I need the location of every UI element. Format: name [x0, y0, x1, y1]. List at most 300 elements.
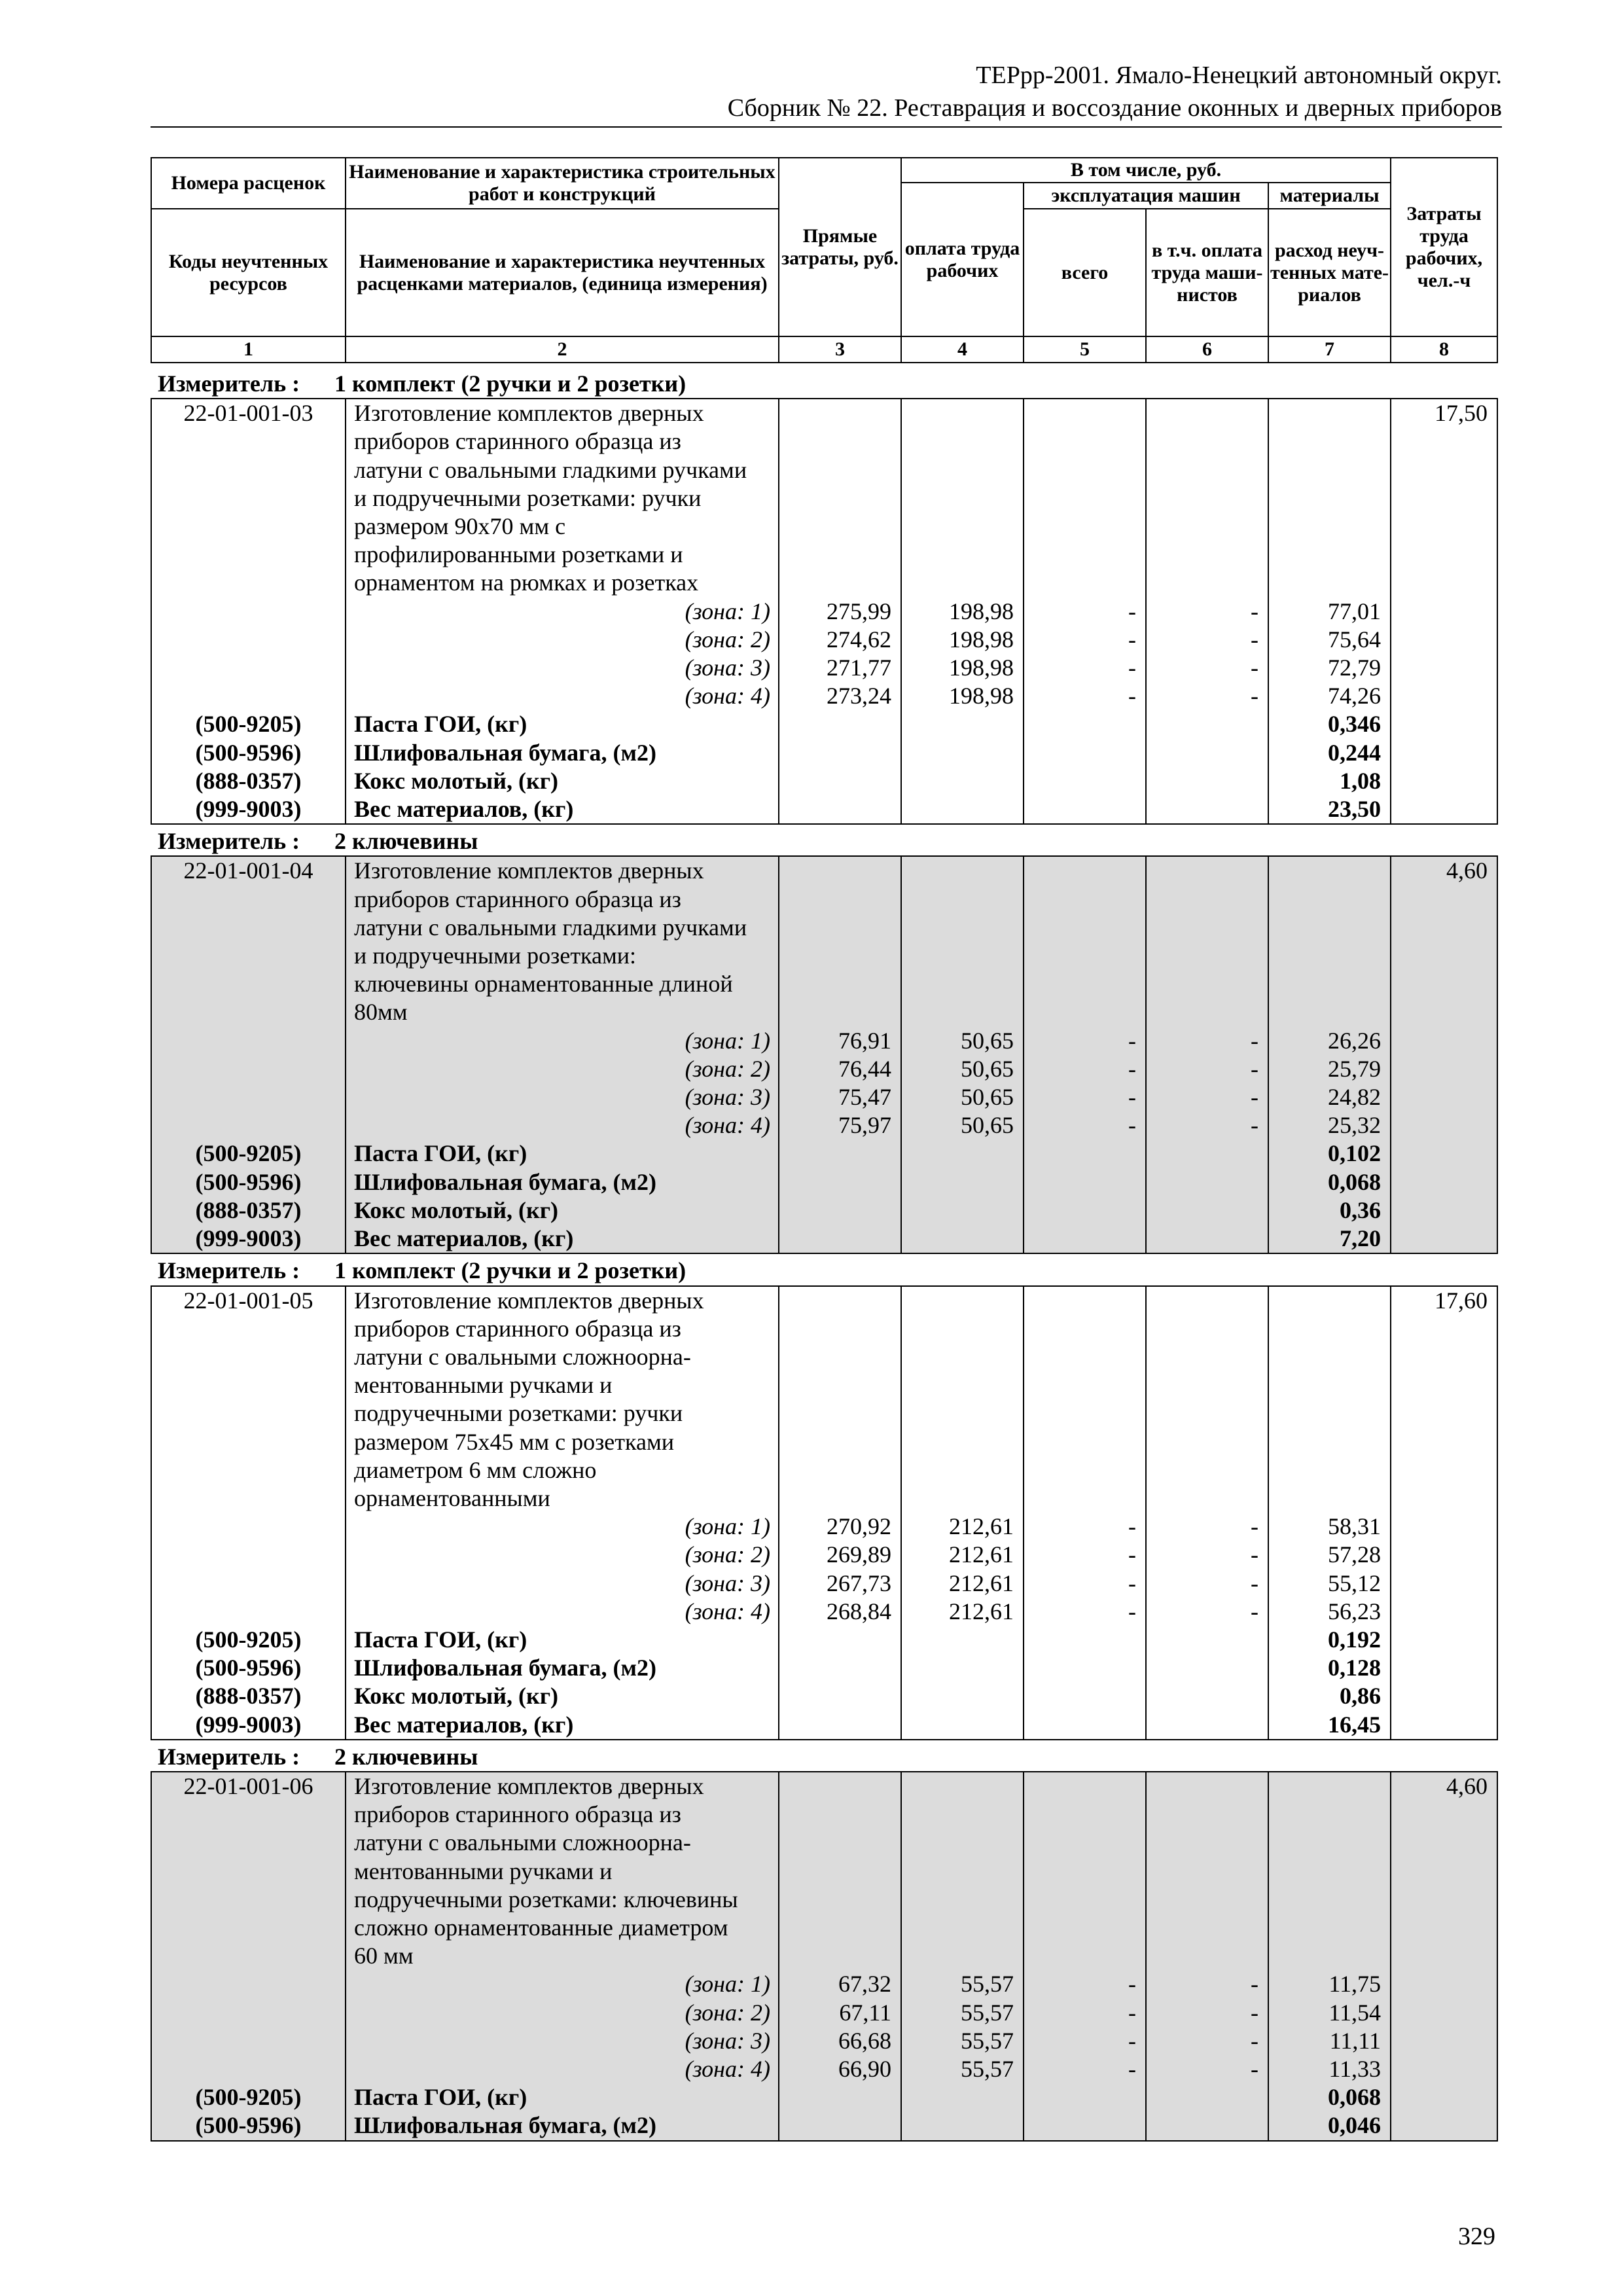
empty-cell — [1024, 1484, 1146, 1513]
measure-row — [151, 1253, 1497, 1285]
empty-cell — [1024, 970, 1146, 998]
materials-cost: 74,26 — [1268, 682, 1391, 710]
empty-cell — [901, 1886, 1024, 1914]
empty-cell — [151, 682, 346, 710]
resource-name: Вес материалов, (кг) — [346, 1225, 779, 1253]
resource-quantity: 0,86 — [1268, 1682, 1391, 1710]
col-header-zatraty: Затраты труда рабочих, чел.-ч — [1391, 158, 1497, 336]
empty-cell — [151, 1999, 346, 2027]
materials-cost: 25,32 — [1268, 1111, 1391, 1139]
machine-cost: - — [1024, 2055, 1146, 2083]
empty-cell — [779, 1801, 901, 1829]
rate-description-line: латуни с овальными сложноорна- — [346, 1343, 779, 1371]
empty-cell — [1268, 1886, 1391, 1914]
empty-cell — [1146, 1139, 1268, 1168]
resource-quantity: 0,244 — [1268, 739, 1391, 767]
empty-cell — [779, 1484, 901, 1513]
rate-description-line: Изготовление комплектов дверных — [346, 856, 779, 885]
empty-cell — [1024, 2083, 1146, 2111]
empty-cell — [1146, 456, 1268, 484]
empty-cell — [779, 1914, 901, 1942]
empty-cell — [779, 856, 901, 885]
empty-cell — [1268, 970, 1391, 998]
rate-description-line: орнаментом на рюмках и розетках — [346, 569, 779, 597]
resource-code: (500-9596) — [151, 2111, 346, 2140]
empty-cell — [1268, 1428, 1391, 1456]
empty-cell — [1268, 569, 1391, 597]
empty-cell — [779, 456, 901, 484]
direct-cost: 269,89 — [779, 1541, 901, 1569]
empty-cell — [1391, 1570, 1497, 1598]
resource-code: (999-9003) — [151, 795, 346, 824]
materials-cost: 77,01 — [1268, 598, 1391, 626]
empty-cell — [1146, 739, 1268, 767]
empty-cell — [1146, 1371, 1268, 1399]
col-header-oplata: оплата труда рабочих — [901, 183, 1024, 336]
rate-description-row — [151, 856, 1497, 885]
empty-cell — [779, 970, 901, 998]
empty-cell — [1024, 1428, 1146, 1456]
empty-cell — [901, 512, 1024, 541]
resource-quantity: 7,20 — [1268, 1225, 1391, 1253]
zone-label: (зона: 3) — [346, 1570, 779, 1598]
empty-cell — [779, 767, 901, 795]
resource-row — [151, 1682, 1497, 1710]
empty-cell — [1268, 1829, 1391, 1857]
zone-label: (зона: 4) — [346, 2055, 779, 2083]
worker-pay: 198,98 — [901, 654, 1024, 682]
measure-row — [151, 1740, 1497, 1772]
empty-cell — [1268, 427, 1391, 456]
measure-label: Измеритель : — [158, 1257, 300, 1284]
empty-cell — [151, 1083, 346, 1111]
machinist-pay: - — [1146, 2027, 1268, 2055]
rate-description-row — [151, 1484, 1497, 1513]
zone-row — [151, 626, 1497, 654]
empty-cell — [1391, 1083, 1497, 1111]
empty-cell — [779, 1286, 901, 1315]
empty-cell — [1391, 710, 1497, 738]
machine-cost: - — [1024, 1111, 1146, 1139]
rate-description-row — [151, 970, 1497, 998]
empty-cell — [1024, 1315, 1146, 1343]
rate-description-row — [151, 1428, 1497, 1456]
empty-cell — [1024, 2111, 1146, 2140]
empty-cell — [1024, 1801, 1146, 1829]
empty-cell — [1391, 541, 1497, 569]
direct-cost: 274,62 — [779, 626, 901, 654]
machine-cost: - — [1024, 682, 1146, 710]
empty-cell — [151, 1886, 346, 1914]
zone-label: (зона: 2) — [346, 1999, 779, 2027]
col-header-naim: Наименование и характеристика строительных работ и конструкций — [346, 158, 779, 209]
direct-cost: 267,73 — [779, 1570, 901, 1598]
materials-cost: 24,82 — [1268, 1083, 1391, 1111]
empty-cell — [901, 739, 1024, 767]
empty-cell — [1024, 1711, 1146, 1740]
col-number: 5 — [1024, 336, 1146, 363]
empty-cell — [1391, 512, 1497, 541]
empty-cell — [151, 2055, 346, 2083]
empty-cell — [1024, 767, 1146, 795]
col-header-nomera: Номера расценок — [151, 158, 346, 209]
resource-row — [151, 1225, 1497, 1253]
rate-description-row — [151, 1315, 1497, 1343]
empty-cell — [1024, 399, 1146, 427]
zone-row — [151, 1111, 1497, 1139]
col-number: 1 — [151, 336, 346, 363]
empty-cell — [151, 1857, 346, 1886]
empty-cell — [779, 1886, 901, 1914]
empty-cell — [901, 1225, 1024, 1253]
machinist-pay: - — [1146, 1513, 1268, 1541]
machinist-pay: - — [1146, 1970, 1268, 1998]
empty-cell — [779, 2111, 901, 2140]
zone-label: (зона: 2) — [346, 1055, 779, 1083]
empty-cell — [1146, 970, 1268, 998]
empty-cell — [901, 1399, 1024, 1427]
empty-cell — [1024, 569, 1146, 597]
empty-cell — [779, 942, 901, 970]
machine-cost: - — [1024, 1598, 1146, 1626]
rate-description-row — [151, 541, 1497, 569]
empty-cell — [901, 1942, 1024, 1970]
worker-pay: 212,61 — [901, 1570, 1024, 1598]
measure-label: Измеритель : — [158, 370, 300, 397]
resource-row — [151, 1168, 1497, 1196]
empty-cell — [1146, 1428, 1268, 1456]
worker-pay: 55,57 — [901, 1999, 1024, 2027]
machine-cost: - — [1024, 598, 1146, 626]
empty-cell — [1391, 682, 1497, 710]
rate-description-row — [151, 914, 1497, 942]
materials-cost: 26,26 — [1268, 1027, 1391, 1055]
rate-description-line: сложно орнаментованные диаметром — [346, 1914, 779, 1942]
empty-cell — [1146, 1315, 1268, 1343]
empty-cell — [1391, 1399, 1497, 1427]
resource-name: Шлифовальная бумага, (м2) — [346, 1168, 779, 1196]
machinist-pay: - — [1146, 1083, 1268, 1111]
resource-row — [151, 1711, 1497, 1740]
zone-label: (зона: 4) — [346, 1598, 779, 1626]
resource-name: Паста ГОИ, (кг) — [346, 2083, 779, 2111]
worker-pay: 198,98 — [901, 598, 1024, 626]
measure-row — [151, 367, 1497, 399]
empty-cell — [1024, 1343, 1146, 1371]
empty-cell — [779, 1168, 901, 1196]
zone-row — [151, 1083, 1497, 1111]
machine-cost: - — [1024, 626, 1146, 654]
empty-cell — [151, 1513, 346, 1541]
rate-description-row — [151, 399, 1497, 427]
resource-code: (999-9003) — [151, 1225, 346, 1253]
empty-cell — [1146, 399, 1268, 427]
worker-pay: 55,57 — [901, 2027, 1024, 2055]
empty-cell — [1391, 970, 1497, 998]
machine-cost: - — [1024, 1570, 1146, 1598]
empty-cell — [1268, 1914, 1391, 1942]
empty-cell — [1391, 1970, 1497, 1998]
rate-description-line: диаметром 6 мм сложно — [346, 1456, 779, 1484]
col-header-v-tom-chisle: В том числе, руб. — [901, 158, 1391, 183]
empty-cell — [779, 1654, 901, 1682]
empty-cell — [1391, 1829, 1497, 1857]
empty-cell — [1024, 1168, 1146, 1196]
empty-cell — [151, 1484, 346, 1513]
empty-cell — [151, 1970, 346, 1998]
col-number: 8 — [1391, 336, 1497, 363]
resource-row — [151, 1654, 1497, 1682]
rate-description-row — [151, 512, 1497, 541]
zone-row — [151, 1027, 1497, 1055]
direct-cost: 268,84 — [779, 1598, 901, 1626]
zone-label: (зона: 1) — [346, 598, 779, 626]
empty-cell — [779, 886, 901, 914]
rate-description-line: приборов старинного образца из — [346, 1315, 779, 1343]
empty-cell — [1146, 2111, 1268, 2140]
empty-cell — [1391, 456, 1497, 484]
empty-cell — [1146, 1942, 1268, 1970]
empty-cell — [151, 2027, 346, 2055]
col-number: 2 — [346, 336, 779, 363]
empty-cell — [1391, 1598, 1497, 1626]
col-number: 4 — [901, 336, 1024, 363]
resource-quantity: 0,128 — [1268, 1654, 1391, 1682]
direct-cost: 270,92 — [779, 1513, 901, 1541]
empty-cell — [1024, 1829, 1146, 1857]
empty-cell — [151, 512, 346, 541]
resource-code: (888-0357) — [151, 1682, 346, 1710]
empty-cell — [1391, 1513, 1497, 1541]
rates-table — [151, 367, 1498, 2142]
machine-cost: - — [1024, 1513, 1146, 1541]
empty-cell — [901, 1626, 1024, 1654]
rate-description-row — [151, 456, 1497, 484]
rate-description-line: размером 75х45 мм с розетками — [346, 1428, 779, 1456]
rate-description-line: Изготовление комплектов дверных — [346, 399, 779, 427]
rate-description-row — [151, 1914, 1497, 1942]
empty-cell — [1024, 541, 1146, 569]
resource-row — [151, 710, 1497, 738]
empty-cell — [901, 1456, 1024, 1484]
labor-cost: 17,50 — [1391, 399, 1497, 427]
empty-cell — [1391, 427, 1497, 456]
rate-description-line: ментованными ручками и — [346, 1371, 779, 1399]
direct-cost: 66,68 — [779, 2027, 901, 2055]
empty-cell — [151, 1829, 346, 1857]
machinist-pay: - — [1146, 1541, 1268, 1569]
empty-cell — [901, 2083, 1024, 2111]
resource-name: Шлифовальная бумага, (м2) — [346, 1654, 779, 1682]
empty-cell — [901, 399, 1024, 427]
zone-label: (зона: 3) — [346, 2027, 779, 2055]
empty-cell — [1391, 914, 1497, 942]
resource-quantity: 1,08 — [1268, 767, 1391, 795]
materials-cost: 72,79 — [1268, 654, 1391, 682]
empty-cell — [1146, 998, 1268, 1026]
rate-description-row — [151, 484, 1497, 512]
empty-cell — [779, 569, 901, 597]
empty-cell — [779, 399, 901, 427]
empty-cell — [1391, 1999, 1497, 2027]
empty-cell — [901, 1772, 1024, 1801]
empty-cell — [1146, 2083, 1268, 2111]
empty-cell — [151, 1541, 346, 1569]
empty-cell — [1024, 1914, 1146, 1942]
zone-row — [151, 2055, 1497, 2083]
empty-cell — [1024, 1857, 1146, 1886]
empty-cell — [779, 484, 901, 512]
empty-cell — [1268, 512, 1391, 541]
empty-cell — [779, 1371, 901, 1399]
rate-description-line: 80мм — [346, 998, 779, 1026]
empty-cell — [779, 914, 901, 942]
resource-name: Паста ГОИ, (кг) — [346, 1139, 779, 1168]
rate-description-row — [151, 1886, 1497, 1914]
empty-cell — [1391, 654, 1497, 682]
empty-cell — [1024, 795, 1146, 824]
empty-cell — [151, 970, 346, 998]
direct-cost: 273,24 — [779, 682, 901, 710]
empty-cell — [1024, 1682, 1146, 1710]
labor-cost: 4,60 — [1391, 1772, 1497, 1801]
resource-row — [151, 795, 1497, 824]
materials-cost: 25,79 — [1268, 1055, 1391, 1083]
empty-cell — [1268, 1315, 1391, 1343]
column-header-table — [151, 157, 1498, 363]
empty-cell — [1146, 484, 1268, 512]
empty-cell — [1024, 1456, 1146, 1484]
rate-description-line: орнаментованными — [346, 1484, 779, 1513]
zone-label: (зона: 4) — [346, 1111, 779, 1139]
machinist-pay: - — [1146, 598, 1268, 626]
empty-cell — [779, 1225, 901, 1253]
empty-cell — [901, 1711, 1024, 1740]
empty-cell — [779, 1428, 901, 1456]
empty-cell — [1268, 1371, 1391, 1399]
empty-cell — [1391, 569, 1497, 597]
rate-description-row — [151, 1772, 1497, 1801]
empty-cell — [1024, 1196, 1146, 1225]
resource-name: Паста ГОИ, (кг) — [346, 1626, 779, 1654]
empty-cell — [151, 427, 346, 456]
rate-description-line: 60 мм — [346, 1942, 779, 1970]
rate-code: 22-01-001-06 — [151, 1772, 346, 1801]
col-number: 3 — [779, 336, 901, 363]
empty-cell — [779, 512, 901, 541]
empty-cell — [779, 1682, 901, 1710]
empty-cell — [1024, 942, 1146, 970]
running-header-collection: Сборник № 22. Реставрация и воссоздание оконных и дверных приборов — [727, 94, 1502, 122]
zone-row — [151, 1570, 1497, 1598]
materials-cost: 11,75 — [1268, 1970, 1391, 1998]
empty-cell — [779, 1626, 901, 1654]
empty-cell — [779, 541, 901, 569]
empty-cell — [1391, 626, 1497, 654]
empty-cell — [1024, 484, 1146, 512]
empty-cell — [1268, 456, 1391, 484]
empty-cell — [901, 886, 1024, 914]
empty-cell — [1024, 1286, 1146, 1315]
worker-pay: 212,61 — [901, 1541, 1024, 1569]
empty-cell — [779, 1139, 901, 1168]
empty-cell — [901, 1315, 1024, 1343]
resource-code: (888-0357) — [151, 767, 346, 795]
empty-cell — [151, 914, 346, 942]
machine-cost: - — [1024, 1999, 1146, 2027]
empty-cell — [151, 1371, 346, 1399]
empty-cell — [151, 1399, 346, 1427]
resource-quantity: 16,45 — [1268, 1711, 1391, 1740]
empty-cell — [151, 886, 346, 914]
empty-cell — [1391, 1428, 1497, 1456]
rate-description-line: профилированными розетками и — [346, 541, 779, 569]
resource-row — [151, 2111, 1497, 2140]
empty-cell — [1391, 1168, 1497, 1196]
zone-label: (зона: 3) — [346, 1083, 779, 1111]
empty-cell — [1146, 1399, 1268, 1427]
empty-cell — [901, 856, 1024, 885]
zone-label: (зона: 1) — [346, 1970, 779, 1998]
page-number: 329 — [1458, 2223, 1495, 2250]
empty-cell — [1146, 1654, 1268, 1682]
empty-cell — [1268, 1942, 1391, 1970]
measure-value: 2 ключевины — [334, 1743, 478, 1770]
empty-cell — [1146, 1196, 1268, 1225]
empty-cell — [1391, 1111, 1497, 1139]
empty-cell — [901, 484, 1024, 512]
empty-cell — [1391, 1371, 1497, 1399]
empty-cell — [779, 1711, 901, 1740]
rate-description-row — [151, 886, 1497, 914]
rate-description-line: латуни с овальными гладкими ручками — [346, 914, 779, 942]
empty-cell — [901, 1857, 1024, 1886]
empty-cell — [1146, 512, 1268, 541]
resource-name: Вес материалов, (кг) — [346, 795, 779, 824]
empty-cell — [1146, 795, 1268, 824]
machinist-pay: - — [1146, 1999, 1268, 2027]
empty-cell — [1268, 856, 1391, 885]
rate-description-line: и подручечными розетками: ручки — [346, 484, 779, 512]
col-header-pryamye: Прямые затраты, руб. — [779, 158, 901, 336]
empty-cell — [1024, 1139, 1146, 1168]
empty-cell — [901, 795, 1024, 824]
empty-cell — [1146, 710, 1268, 738]
rate-description-line: латуни с овальными сложноорна- — [346, 1829, 779, 1857]
empty-cell — [151, 1570, 346, 1598]
machinist-pay: - — [1146, 682, 1268, 710]
labor-cost: 4,60 — [1391, 856, 1497, 885]
machine-cost: - — [1024, 1083, 1146, 1111]
empty-cell — [779, 1343, 901, 1371]
empty-cell — [779, 1942, 901, 1970]
empty-cell — [1391, 942, 1497, 970]
machinist-pay: - — [1146, 1027, 1268, 1055]
col-header-ekspluatatsiya: эксплуатация машин — [1024, 183, 1268, 209]
rate-description-line: ключевины орнаментованные длиной — [346, 970, 779, 998]
empty-cell — [151, 598, 346, 626]
empty-cell — [151, 1343, 346, 1371]
resource-quantity: 0,346 — [1268, 710, 1391, 738]
machinist-pay: - — [1146, 2055, 1268, 2083]
measure-value: 1 комплект (2 ручки и 2 розетки) — [334, 1257, 687, 1284]
header-rule — [151, 126, 1502, 128]
rate-description-row — [151, 1829, 1497, 1857]
resource-quantity: 0,36 — [1268, 1196, 1391, 1225]
empty-cell — [1391, 1055, 1497, 1083]
empty-cell — [151, 1315, 346, 1343]
empty-cell — [1268, 886, 1391, 914]
